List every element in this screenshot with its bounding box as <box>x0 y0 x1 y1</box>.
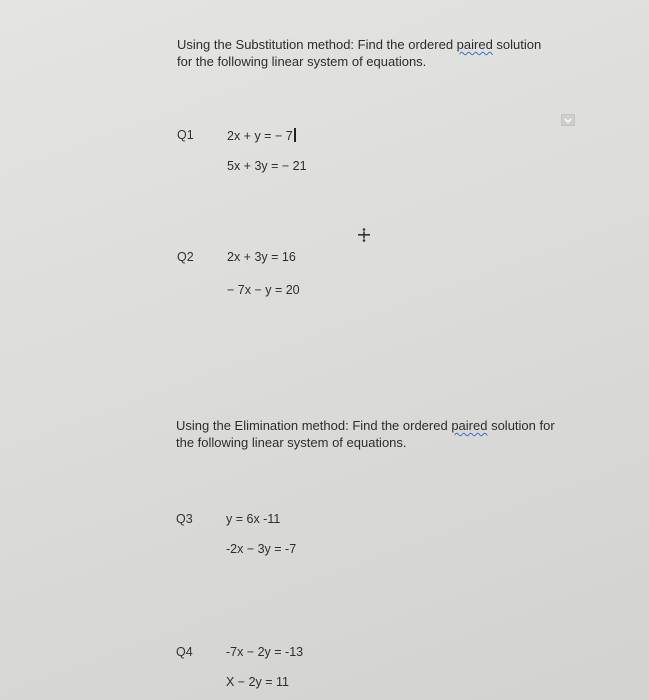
elimination-instructions <box>176 417 586 451</box>
q1-equation-1[interactable] <box>227 128 296 143</box>
q2-equation-2[interactable]: − 7x − y = 20 <box>227 283 300 297</box>
q3-equation-1[interactable]: y = 6x -11 <box>226 512 281 526</box>
elimination-intro-prefix: Using the Elimination method: Find the ordered <box>176 418 452 433</box>
q1-equation-1-text: 2x + y = − 7 <box>227 129 293 143</box>
resize-handle-icon[interactable] <box>561 114 575 126</box>
elimination-intro-suffix: solution for <box>487 418 555 433</box>
spellcheck-flagged-word[interactable]: paired <box>456 37 493 52</box>
question-label-q2: Q2 <box>177 250 194 264</box>
q4-equation-2[interactable]: X − 2y = 11 <box>226 675 290 689</box>
question-label-q4: Q4 <box>176 645 193 659</box>
substitution-intro-line2: for the following linear system of equations. <box>177 54 427 69</box>
substitution-instructions <box>177 36 577 70</box>
spellcheck-flagged-word[interactable]: paired <box>451 418 488 433</box>
text-cursor <box>294 128 296 142</box>
q1-equation-2[interactable]: 5x + 3y = − 21 <box>227 159 307 173</box>
question-label-q1: Q1 <box>177 128 194 142</box>
question-label-q3: Q3 <box>176 512 193 526</box>
divide-cursor-icon <box>357 227 371 243</box>
q2-equation-1[interactable]: 2x + 3y = 16 <box>227 250 296 264</box>
substitution-intro-prefix: Using the Substitution method: Find the ordered <box>177 37 457 52</box>
substitution-intro-suffix: solution <box>492 37 542 52</box>
q3-equation-2[interactable]: -2x − 3y = -7 <box>226 542 297 556</box>
elimination-intro-line2: the following linear system of equations. <box>176 435 407 450</box>
q4-equation-1[interactable]: -7x − 2y = -13 <box>226 645 304 659</box>
